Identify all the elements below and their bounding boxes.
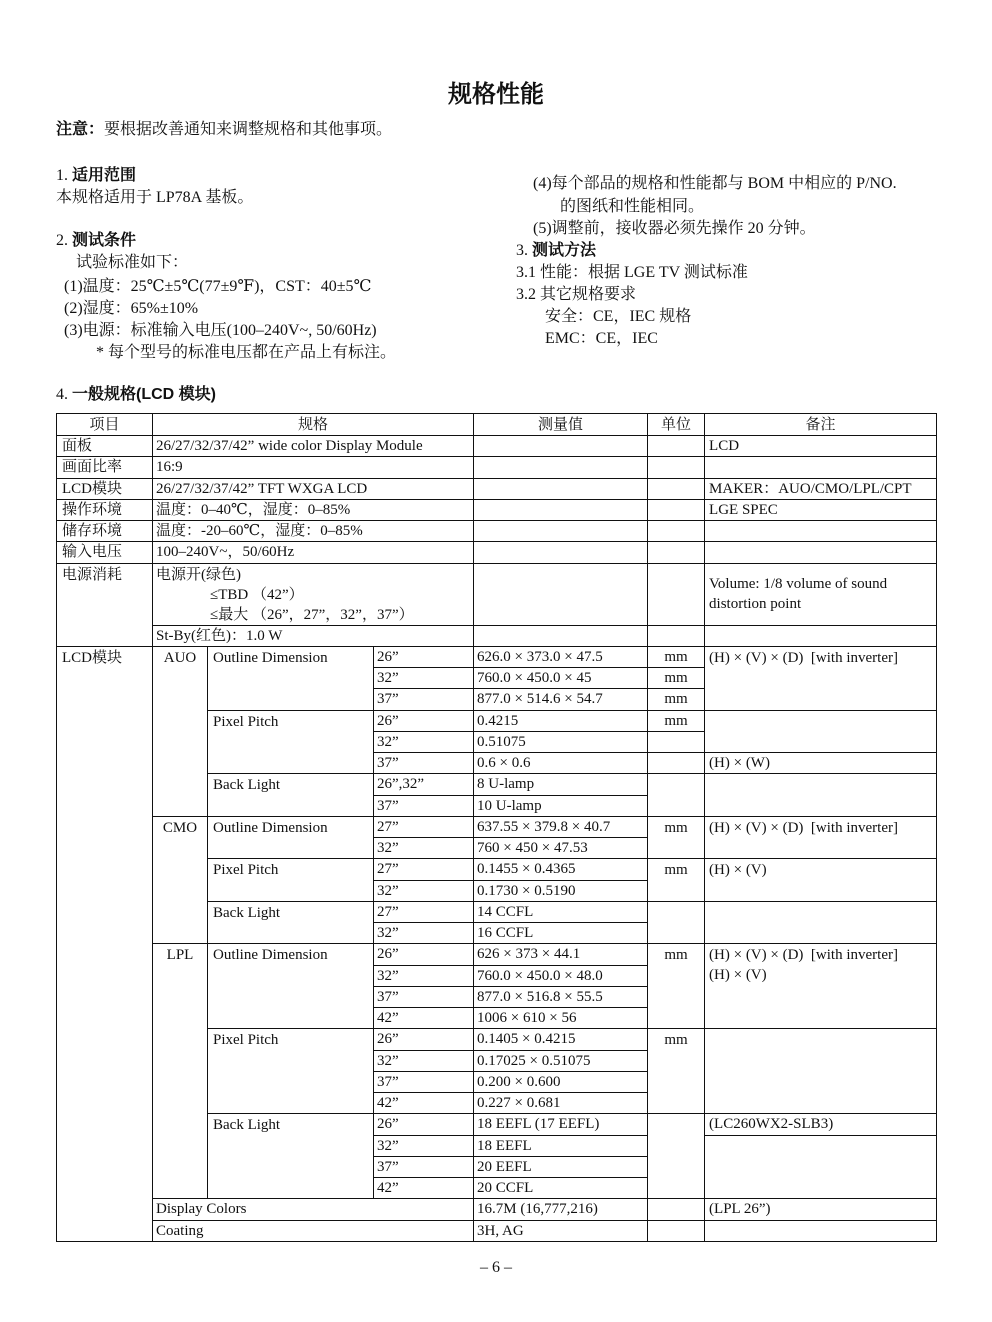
spec-cell: St-By(红色)：1.0 W <box>153 625 474 646</box>
unit-cell <box>648 563 705 625</box>
remarks-cell <box>705 1220 937 1241</box>
section-1-text: 本规格适用于 LP78A 基板。 <box>56 189 254 206</box>
size-cell: 26” <box>374 1029 474 1050</box>
value-cell: 760.0 × 450.0 × 45 <box>474 668 648 689</box>
value-cell: 0.200 × 0.600 <box>474 1071 648 1092</box>
value-cell: 20 CCFL <box>474 1178 648 1199</box>
remarks-cell <box>705 542 937 563</box>
section-title: 测试方法 <box>532 242 597 259</box>
test-condition-item: (1)温度：25℃±5℃(77±9℉)，CST：40±5℃ <box>64 278 372 295</box>
table-row <box>57 499 937 520</box>
maker-cell: AUO <box>153 646 208 816</box>
spec-cell: 温度：0–40℃，湿度：0–85% <box>153 499 474 520</box>
value-cell: 16 CCFL <box>474 923 648 944</box>
table-row <box>57 457 937 478</box>
section-3-heading <box>516 241 596 261</box>
remarks-cell: (H) × (V) × (D) [with inverter] <box>705 646 937 710</box>
item-cell: LCD模块 <box>57 478 153 499</box>
test-condition-item: (2)湿度：65%±10% <box>64 300 199 317</box>
item-cell: LCD模块 <box>57 646 153 1241</box>
param-cell: Pixel Pitch <box>208 1029 374 1114</box>
param-cell: Pixel Pitch <box>208 710 374 774</box>
value-cell: 18 EEFL <box>474 1135 648 1156</box>
remarks-cell: (H) × (W) <box>705 753 937 774</box>
section-title: 一般规格(LCD 模块) <box>72 386 216 403</box>
remarks-cell: (LPL 26”) <box>705 1199 937 1220</box>
header-spec: 规格 <box>153 414 474 436</box>
section-2-heading <box>56 231 136 251</box>
size-cell: 42” <box>374 1008 474 1029</box>
unit-cell: mm <box>648 668 705 689</box>
value-cell: 626 × 373 × 44.1 <box>474 944 648 965</box>
remarks-cell <box>705 521 937 542</box>
unit-cell: mm <box>648 816 705 859</box>
size-cell: 26”,32” <box>374 774 474 795</box>
remarks-cell: (H) × (V) × (D) [with inverter] <box>705 816 937 859</box>
unit-cell: mm <box>648 944 705 1029</box>
section-number: 1. <box>56 167 68 184</box>
page-title: 规格性能 <box>448 81 544 108</box>
table-row <box>57 1199 937 1220</box>
unit-cell <box>648 753 705 774</box>
spec-cell: 温度：-20–60℃，湿度：0–85% <box>153 521 474 542</box>
value-cell: 0.17025 × 0.51075 <box>474 1050 648 1071</box>
size-cell: 26” <box>374 646 474 667</box>
item-cell: 输入电压 <box>57 542 153 563</box>
unit-cell <box>648 731 705 752</box>
size-cell: 37” <box>374 795 474 816</box>
value-cell: 626.0 × 373.0 × 47.5 <box>474 646 648 667</box>
power-on-label: 电源开(绿色) <box>156 566 241 583</box>
size-cell: 37” <box>374 689 474 710</box>
unit-cell: mm <box>648 1029 705 1114</box>
maker-cell: CMO <box>153 816 208 944</box>
unit-cell <box>648 499 705 520</box>
size-cell: 26” <box>374 944 474 965</box>
test-condition-item-4-cont: 的图纸和性能相同。 <box>560 198 705 215</box>
item-cell: 面板 <box>57 436 153 457</box>
table-row <box>57 646 937 667</box>
page-number: – 6 – <box>480 1259 512 1276</box>
note-line <box>56 120 392 140</box>
value-cell: 0.51075 <box>474 731 648 752</box>
param-cell: Back Light <box>208 901 374 944</box>
unit-cell <box>648 1220 705 1241</box>
power-on-max: ≤最大 （26”，27”，32”，37”） <box>210 606 414 623</box>
table-row <box>57 542 937 563</box>
remarks-cell: MAKER：AUO/CMO/LPL/CPT <box>705 478 937 499</box>
size-cell: 32” <box>374 731 474 752</box>
measured-cell <box>474 499 648 520</box>
unit-cell: mm <box>648 859 705 902</box>
size-cell: 32” <box>374 838 474 859</box>
test-condition-item: (3)电源：标准输入电压(100–240V~, 50/60Hz) <box>64 322 377 339</box>
remarks-cell <box>705 901 937 944</box>
note-label: 注意： <box>56 121 105 138</box>
unit-cell <box>648 1114 705 1199</box>
value-cell: 14 CCFL <box>474 901 648 922</box>
remarks-cell: LCD <box>705 436 937 457</box>
header-measured: 测量值 <box>474 414 648 436</box>
value-cell: 3H, AG <box>474 1220 648 1241</box>
size-cell: 27” <box>374 816 474 837</box>
spec-cell: 26/27/32/37/42” TFT WXGA LCD <box>153 478 474 499</box>
unit-cell <box>648 521 705 542</box>
remarks-cell: (LC260WX2-SLB3) <box>705 1114 937 1135</box>
value-cell: 0.4215 <box>474 710 648 731</box>
safety-spec: 安全：CE，IEC 规格 <box>545 308 692 325</box>
header-remarks: 备注 <box>705 414 937 436</box>
param-cell: Outline Dimension <box>208 816 374 859</box>
value-cell: 1006 × 610 × 56 <box>474 1008 648 1029</box>
table-header-row <box>57 414 937 436</box>
remarks-cell <box>705 1135 937 1199</box>
value-cell: 20 EEFL <box>474 1156 648 1177</box>
item-cell: 电源消耗 <box>57 563 153 646</box>
table-row-standby <box>57 625 937 646</box>
value-cell: 760 × 450 × 47.53 <box>474 838 648 859</box>
section-number: 3. <box>516 242 528 259</box>
remarks-cell <box>705 457 937 478</box>
section-2-footnote: * 每个型号的标准电压都在产品上有标注。 <box>96 344 397 361</box>
remarks-cell <box>705 1029 937 1114</box>
size-cell: 42” <box>374 1093 474 1114</box>
section-number: 4. <box>56 386 68 403</box>
value-cell: 0.1455 × 0.4365 <box>474 859 648 880</box>
measured-cell <box>474 457 648 478</box>
remarks-cell <box>705 944 937 1029</box>
size-cell: 32” <box>374 1050 474 1071</box>
size-cell: 37” <box>374 1156 474 1177</box>
size-cell: 32” <box>374 965 474 986</box>
value-cell: 877.0 × 514.6 × 54.7 <box>474 689 648 710</box>
power-on-tbd: ≤TBD （42”） <box>210 586 304 603</box>
unit-cell <box>648 774 705 817</box>
table-row <box>57 478 937 499</box>
measured-cell <box>474 436 648 457</box>
measured-cell <box>474 563 648 625</box>
value-cell: 0.1730 × 0.5190 <box>474 880 648 901</box>
unit-cell <box>648 542 705 563</box>
remarks-cell <box>705 774 937 817</box>
unit-cell <box>648 478 705 499</box>
remarks-cell <box>705 710 937 753</box>
unit-cell <box>648 901 705 944</box>
value-cell: 0.227 × 0.681 <box>474 1093 648 1114</box>
value-cell: 8 U-lamp <box>474 774 648 795</box>
size-cell: 37” <box>374 1071 474 1092</box>
maker-cell: LPL <box>153 944 208 1199</box>
remarks-cell: LGE SPEC <box>705 499 937 520</box>
unit-cell: mm <box>648 710 705 731</box>
param-cell: Pixel Pitch <box>208 859 374 902</box>
value-cell: 637.55 × 379.8 × 40.7 <box>474 816 648 837</box>
remarks-line: (H) × (V) × (D) [with inverter] <box>709 947 898 964</box>
section-1-heading <box>56 166 136 186</box>
remarks-cell: Volume: 1/8 volume of sound distortion point <box>705 563 937 625</box>
measured-cell <box>474 478 648 499</box>
spec-cell: Display Colors <box>153 1199 474 1220</box>
header-item: 项目 <box>57 414 153 436</box>
unit-cell: mm <box>648 646 705 667</box>
size-cell: 27” <box>374 859 474 880</box>
value-cell: 16.7M (16,777,216) <box>474 1199 648 1220</box>
spec-cell <box>153 563 474 625</box>
remarks-cell <box>705 625 937 646</box>
test-condition-item-4: (4)每个部品的规格和性能都与 BOM 中相应的 P/NO. <box>533 175 897 192</box>
size-cell: 32” <box>374 1135 474 1156</box>
test-condition-item-5: (5)调整前，接收器必须先操作 20 分钟。 <box>533 220 816 237</box>
value-cell: 0.6 × 0.6 <box>474 753 648 774</box>
size-cell: 32” <box>374 880 474 901</box>
spec-cell: 26/27/32/37/42” wide color Display Module <box>153 436 474 457</box>
item-cell: 储存环境 <box>57 521 153 542</box>
table-row <box>57 521 937 542</box>
table-row <box>57 816 937 837</box>
param-cell: Back Light <box>208 1114 374 1199</box>
section-3-line-1: 3.1 性能：根据 LGE TV 测试标准 <box>516 264 748 281</box>
size-cell: 26” <box>374 710 474 731</box>
unit-cell: mm <box>648 689 705 710</box>
table-row <box>57 1220 937 1241</box>
value-cell: 760.0 × 450.0 × 48.0 <box>474 965 648 986</box>
note-text: 要根据改善通知来调整规格和其他事项。 <box>104 121 393 138</box>
size-cell: 32” <box>374 923 474 944</box>
spec-cell: 100–240V~，50/60Hz <box>153 542 474 563</box>
section-3-line-2: 3.2 其它规格要求 <box>516 286 637 303</box>
size-cell: 27” <box>374 901 474 922</box>
size-cell: 26” <box>374 1114 474 1135</box>
size-cell: 42” <box>374 1178 474 1199</box>
section-2-intro: 试验标准如下： <box>76 254 189 271</box>
unit-cell <box>648 436 705 457</box>
measured-cell <box>474 521 648 542</box>
section-number: 2. <box>56 232 68 249</box>
value-cell: 877.0 × 516.8 × 55.5 <box>474 986 648 1007</box>
value-cell: 10 U-lamp <box>474 795 648 816</box>
measured-cell <box>474 542 648 563</box>
section-title: 测试条件 <box>72 232 137 249</box>
section-title: 适用范围 <box>72 167 137 184</box>
spec-table <box>56 413 937 1242</box>
item-cell: 画面比率 <box>57 457 153 478</box>
unit-cell <box>648 1199 705 1220</box>
table-row <box>57 436 937 457</box>
size-cell: 37” <box>374 986 474 1007</box>
section-4-heading <box>56 385 216 405</box>
param-cell: Outline Dimension <box>208 646 374 710</box>
spec-cell: 16:9 <box>153 457 474 478</box>
size-cell: 32” <box>374 668 474 689</box>
remarks-line: (H) × (V) <box>709 967 767 984</box>
unit-cell <box>648 625 705 646</box>
value-cell: 18 EEFL (17 EEFL) <box>474 1114 648 1135</box>
spec-cell: Coating <box>153 1220 474 1241</box>
table-row <box>57 944 937 965</box>
size-cell: 37” <box>374 753 474 774</box>
measured-cell <box>474 625 648 646</box>
emc-spec: EMC：CE，IEC <box>545 330 658 347</box>
param-cell: Back Light <box>208 774 374 817</box>
param-cell: Outline Dimension <box>208 944 374 1029</box>
item-cell: 操作环境 <box>57 499 153 520</box>
header-unit: 单位 <box>648 414 705 436</box>
value-cell: 0.1405 × 0.4215 <box>474 1029 648 1050</box>
table-row-power <box>57 563 937 625</box>
remarks-cell: (H) × (V) <box>705 859 937 902</box>
unit-cell <box>648 457 705 478</box>
